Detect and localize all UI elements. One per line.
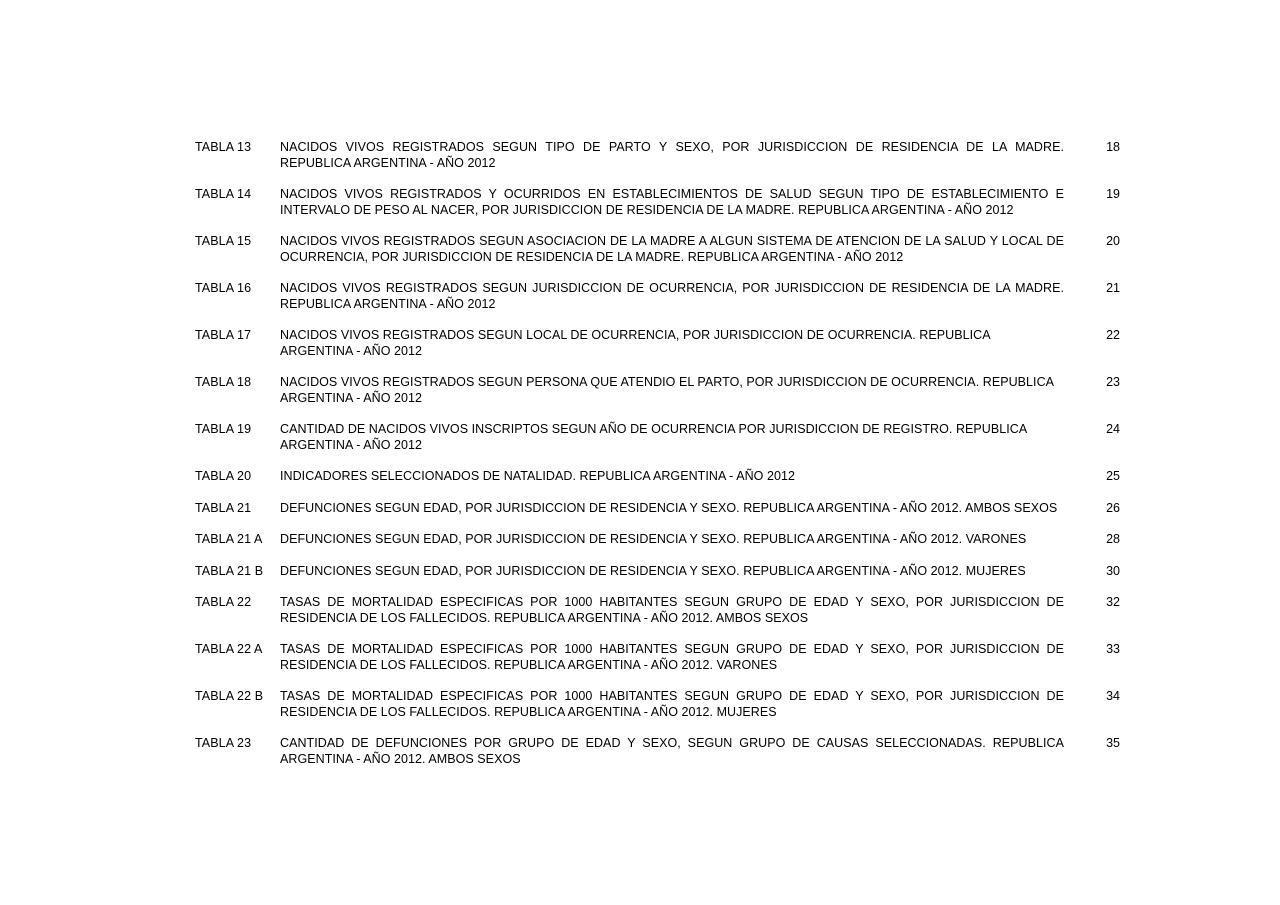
toc-entry-page-number: 28 xyxy=(1106,532,1120,546)
toc-entry-title: DEFUNCIONES SEGUN EDAD, POR JURISDICCION DE RESIDENCIA Y SEXO. REPUBLICA ARGENTINA - AÑO 2012. VARONES xyxy=(280,532,1027,546)
toc-entry-label: TABLA 22 B xyxy=(195,689,264,703)
toc-entry-label: TABLA 23 xyxy=(195,736,252,750)
toc-entry-page-number: 19 xyxy=(1106,187,1120,201)
toc-entry[interactable] xyxy=(195,234,1120,265)
toc-entry-title: CANTIDAD DE DEFUNCIONES POR GRUPO DE EDAD Y SEXO, SEGUN GRUPO DE CAUSAS SELECCIONADAS. REPUBLICA ARGENTINA - AÑO 2012. AMBOS SEXOS xyxy=(280,736,1064,766)
toc-entry-label: TABLA 18 xyxy=(195,375,252,389)
toc-entry[interactable] xyxy=(195,689,1120,720)
toc-entry-label: TABLA 13 xyxy=(195,140,252,154)
toc-entry-label: TABLA 22 A xyxy=(195,642,263,656)
toc-entry[interactable] xyxy=(195,140,1120,171)
toc-entry-label: TABLA 14 xyxy=(195,187,252,201)
toc-entry-page-number: 25 xyxy=(1106,469,1120,483)
toc-entry-page-number: 35 xyxy=(1106,736,1120,750)
toc-entry-page-number: 22 xyxy=(1106,328,1120,342)
toc-entry[interactable] xyxy=(195,532,1120,548)
toc-entry-label: TABLA 15 xyxy=(195,234,252,248)
toc-entry-title: NACIDOS VIVOS REGISTRADOS SEGUN TIPO DE PARTO Y SEXO, POR JURISDICCION DE RESIDENCIA DE LA MADRE. REPUBLICA ARGENTINA - AÑO 2012 xyxy=(280,140,1064,170)
toc-entry-page-number: 20 xyxy=(1106,234,1120,248)
toc-entry-title: NACIDOS VIVOS REGISTRADOS SEGUN LOCAL DE OCURRENCIA, POR JURISDICCION DE OCURRENCIA. REPUBLICA ARGENTINA - AÑO 2012 xyxy=(280,328,990,358)
toc-entry-title: TASAS DE MORTALIDAD ESPECIFICAS POR 1000 HABITANTES SEGUN GRUPO DE EDAD Y SEXO, POR JURISDICCION DE RESIDENCIA DE LOS FALLECIDOS. REPUBLICA ARGENTINA - AÑO 2012. MUJERES xyxy=(280,689,1064,719)
toc-entry[interactable] xyxy=(195,501,1120,517)
toc-entry-title: TASAS DE MORTALIDAD ESPECIFICAS POR 1000 HABITANTES SEGUN GRUPO DE EDAD Y SEXO, POR JURISDICCION DE RESIDENCIA DE LOS FALLECIDOS. REPUBLICA ARGENTINA - AÑO 2012. AMBOS SEXOS xyxy=(280,595,1064,625)
toc-entry-label: TABLA 21 xyxy=(195,500,252,515)
toc-entry-title: NACIDOS VIVOS REGISTRADOS SEGUN ASOCIACION DE LA MADRE A ALGUN SISTEMA DE ATENCION DE LA SALUD Y LOCAL DE OCURRENCIA, POR JURISDICCION DE RESIDENCIA DE LA MADRE. REPUBLICA ARGENTINA - AÑO 2012 xyxy=(280,234,1064,264)
toc-entry-label: TABLA 22 xyxy=(195,595,252,609)
toc-entry-title: CANTIDAD DE NACIDOS VIVOS INSCRIPTOS SEGUN AÑO DE OCURRENCIA POR JURISDICCION DE REGISTRO. REPUBLICA ARGENTINA - AÑO 2012 xyxy=(280,422,1027,452)
toc-entry[interactable] xyxy=(195,328,1120,359)
toc-entry-page-number: 34 xyxy=(1106,689,1120,703)
toc-entry-title: DEFUNCIONES SEGUN EDAD, POR JURISDICCION DE RESIDENCIA Y SEXO. REPUBLICA ARGENTINA - AÑO 2012. MUJERES xyxy=(280,563,1026,578)
toc-entry-page-number: 21 xyxy=(1106,281,1120,295)
toc-entry-page-number: 32 xyxy=(1106,595,1120,609)
toc-entry[interactable] xyxy=(195,564,1120,580)
toc-entry-page-number: 30 xyxy=(1106,563,1120,578)
toc-entry-page-number: 33 xyxy=(1106,642,1120,656)
toc-entry-label: TABLA 21 B xyxy=(195,563,264,578)
toc-entry[interactable] xyxy=(195,281,1120,312)
toc-entry-label: TABLA 21 A xyxy=(195,532,263,546)
toc-entry-title: DEFUNCIONES SEGUN EDAD, POR JURISDICCION DE RESIDENCIA Y SEXO. REPUBLICA ARGENTINA - AÑO 2012. AMBOS SEXOS xyxy=(280,500,1058,515)
toc-entry-page-number: 18 xyxy=(1106,140,1120,154)
toc-entry-label: TABLA 17 xyxy=(195,328,252,342)
toc-entry-title: NACIDOS VIVOS REGISTRADOS SEGUN JURISDICCION DE OCURRENCIA, POR JURISDICCION DE RESIDENCIA DE LA MADRE. REPUBLICA ARGENTINA - AÑO 2012 xyxy=(280,281,1064,311)
toc-entry[interactable] xyxy=(195,187,1120,218)
toc-entry-title: INDICADORES SELECCIONADOS DE NATALIDAD. REPUBLICA ARGENTINA - AÑO 2012 xyxy=(280,469,795,483)
toc-entry-title: TASAS DE MORTALIDAD ESPECIFICAS POR 1000 HABITANTES SEGUN GRUPO DE EDAD Y SEXO, POR JURISDICCION DE RESIDENCIA DE LOS FALLECIDOS. REPUBLICA ARGENTINA - AÑO 2012. VARONES xyxy=(280,642,1064,672)
toc-entry[interactable] xyxy=(195,422,1120,453)
table-of-contents xyxy=(195,140,1120,783)
toc-entry-page-number: 23 xyxy=(1106,375,1120,389)
toc-entry[interactable] xyxy=(195,595,1120,626)
toc-entry-label: TABLA 16 xyxy=(195,281,252,295)
toc-entry-page-number: 24 xyxy=(1106,422,1120,436)
toc-entry-page-number: 26 xyxy=(1106,500,1120,515)
toc-entry-label: TABLA 19 xyxy=(195,422,252,436)
toc-entry[interactable] xyxy=(195,642,1120,673)
toc-entry[interactable] xyxy=(195,736,1120,767)
toc-entry[interactable] xyxy=(195,375,1120,406)
toc-entry-title: NACIDOS VIVOS REGISTRADOS Y OCURRIDOS EN ESTABLECIMIENTOS DE SALUD SEGUN TIPO DE ESTABLECIMIENTO E INTERVALO DE PESO AL NACER, POR JURISDICCION DE RESIDENCIA DE LA MADRE. REPUBLICA ARGENTINA - AÑO 2012 xyxy=(280,187,1064,217)
toc-entry-title: NACIDOS VIVOS REGISTRADOS SEGUN PERSONA QUE ATENDIO EL PARTO, POR JURISDICCION DE OCURRENCIA. REPUBLICA ARGENTINA - AÑO 2012 xyxy=(280,375,1054,405)
toc-entry[interactable] xyxy=(195,469,1120,485)
toc-entry-label: TABLA 20 xyxy=(195,469,252,483)
